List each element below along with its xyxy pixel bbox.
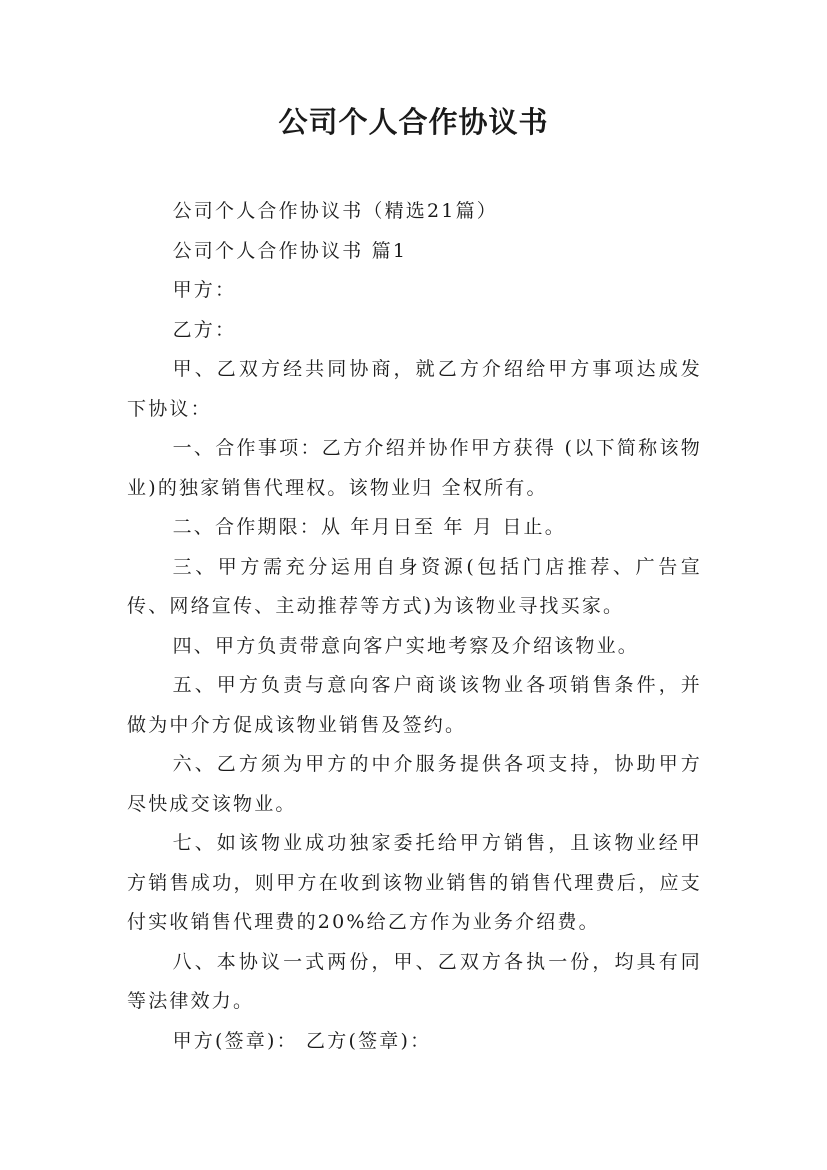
paragraph-clause-7: 七、如该物业成功独家委托给甲方销售，且该物业经甲方销售成功，则甲方在收到该物业销售的销售代理费后，应支付实收销售代理费的20%给乙方作为业务介绍费。 [127, 832, 702, 933]
document-body [127, 192, 702, 1061]
paragraph-clause-8: 八、本协议一式两份，甲、乙双方各执一份，均具有同等法律效力。 [127, 950, 702, 1012]
paragraph-clause-1: 一、合作事项：乙方介绍并协作甲方获得 (以下简称该物业)的独家销售代理权。该物业归 全权所有。 [127, 437, 702, 499]
paragraph-clause-4: 四、甲方负责带意向客户实地考察及介绍该物业。 [172, 634, 639, 657]
paragraph-signatures: 甲方(签章)： 乙方(签章)： [172, 1029, 432, 1052]
paragraph-preamble: 甲、乙双方经共同协商，就乙方介绍给甲方事项达成发下协议： [127, 358, 702, 420]
paragraph-clause-2: 二、合作期限：从 年月日至 年 月 日止。 [172, 516, 566, 538]
paragraph-section-heading: 公司个人合作协议书 篇1 [172, 239, 408, 262]
document-title: 公司个人合作协议书 [278, 105, 549, 139]
paragraph-clause-3: 三、甲方需充分运用自身资源(包括门店推荐、广告宣传、网络宣传、主动推荐等方式)为该物业寻找买家。 [127, 555, 702, 617]
paragraph-party-b: 乙方： [172, 318, 237, 341]
paragraph-clause-5: 五、甲方负责与意向客户商谈该物业各项销售条件，并做为中介方促成该物业销售及签约。 [127, 674, 702, 736]
paragraph-subtitle: 公司个人合作协议书（精选21篇） [172, 200, 498, 222]
paragraph-clause-6: 六、乙方须为甲方的中介服务提供各项支持，协助甲方尽快成交该物业。 [127, 753, 702, 815]
paragraph-party-a: 甲方： [172, 279, 237, 301]
